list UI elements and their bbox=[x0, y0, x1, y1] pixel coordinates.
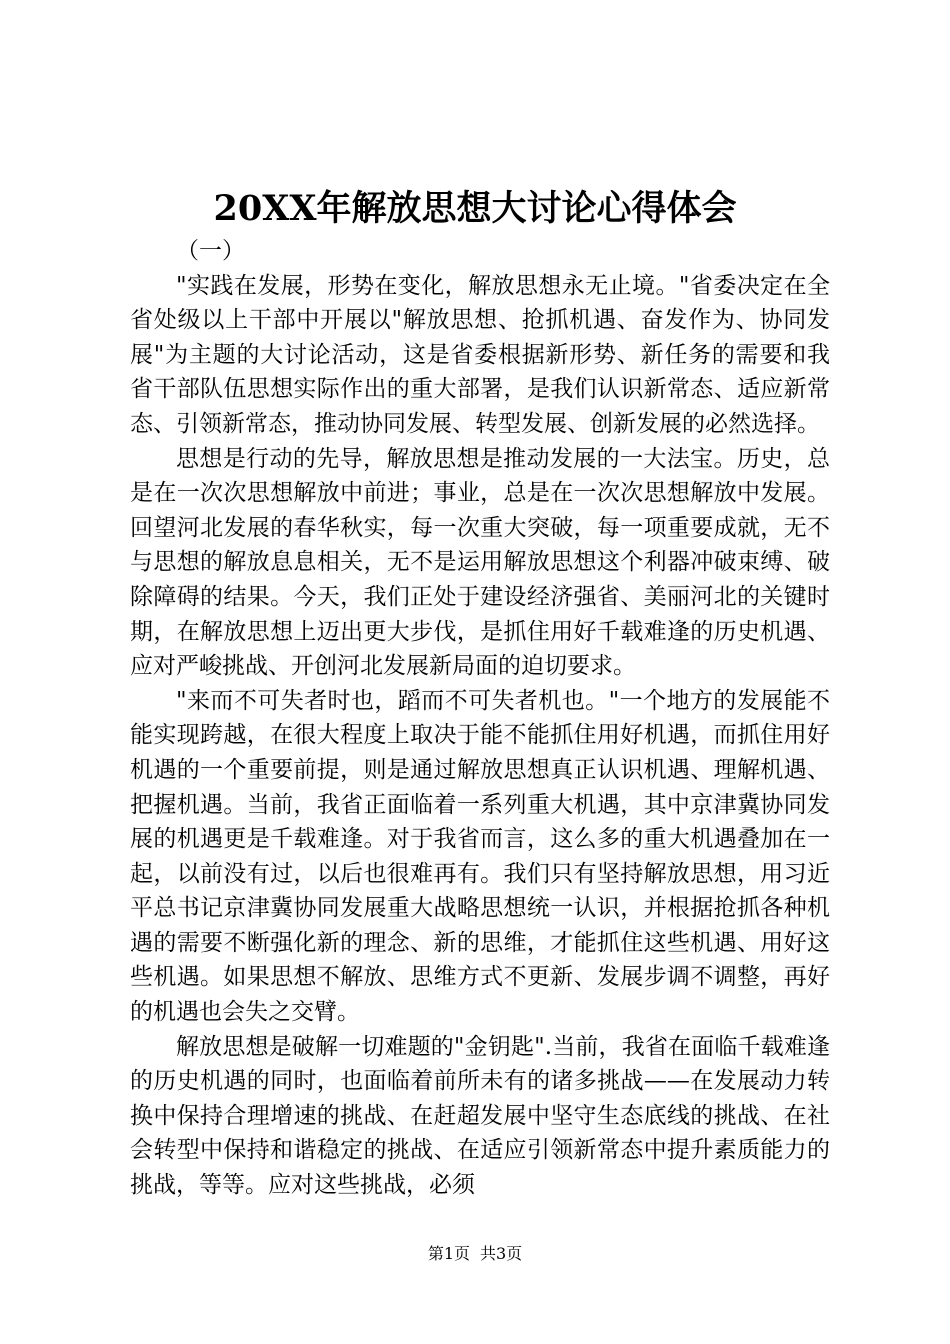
paragraph: 思想是行动的先导，解放思想是推动发展的一大法宝。历史，总是在一次次思想解放中前进；事业，总是在一次次思想解放中发展。回望河北发展的春华秋实，每一次重大突破，每一项重要成就，无不与思想的解放息息相关，无不是运用解放思想这个利器冲破束缚、破除障碍的结果。今天，我们正处于建设经济强省、美丽河北的关键时期，在解放思想上迈出更大步伐，是抓住用好千载难逢的历史机遇、应对严峻挑战、开创河北发展新局面的迫切要求。 bbox=[130, 445, 830, 680]
paragraph: "来而不可失者时也，蹈而不可失者机也。"一个地方的发展能不能实现跨越，在很大程度上取决于能不能抓住用好机遇，而抓住用好机遇的一个重要前提，则是通过解放思想真正认识机遇、理解机遇、把握机遇。当前，我省正面临着一系列重大机遇，其中京津冀协同发展的机遇更是千载难逢。对于我省而言，这么多的重大机遇叠加在一起，以前没有过，以后也很难再有。我们只有坚持解放思想，用习近平总书记京津冀协同发展重大战略思想统一认识，并根据抢抓各种机遇的需要不断强化新的理念、新的思维，才能抓住这些机遇、用好这些机遇。如果思想不解放、思维方式不更新、发展步调不调整，再好的机遇也会失之交臂。 bbox=[130, 687, 830, 1026]
paragraph: 解放思想是破解一切难题的"金钥匙".当前，我省在面临千载难逢的历史机遇的同时，也面临着前所未有的诸多挑战——在发展动力转换中保持合理增速的挑战、在赶超发展中坚守生态底线的挑战、在社会转型中保持和谐稳定的挑战、在适应引领新常态中提升素质能力的挑战，等等。应对这些挑战，必须 bbox=[130, 1033, 830, 1199]
document-body bbox=[130, 234, 830, 1203]
section-marker: （一） bbox=[176, 238, 245, 264]
page-total: 共3页 bbox=[480, 1244, 523, 1263]
page-number: 第1页 bbox=[427, 1244, 470, 1263]
document-title: 20XX年解放思想大讨论心得体会 bbox=[213, 188, 737, 229]
paragraph: "实践在发展，形势在变化，解放思想永无止境。"省委决定在全省处级以上干部中开展以"解放思想、抢抓机遇、奋发作为、协同发展"为主题的大讨论活动，这是省委根据新形势、新任务的需要和我省干部队伍思想实际作出的重大部署，是我们认识新常态、适应新常态、引领新常态，推动协同发展、转型发展、创新发展的必然选择。 bbox=[130, 272, 830, 437]
page-footer bbox=[0, 1243, 950, 1265]
